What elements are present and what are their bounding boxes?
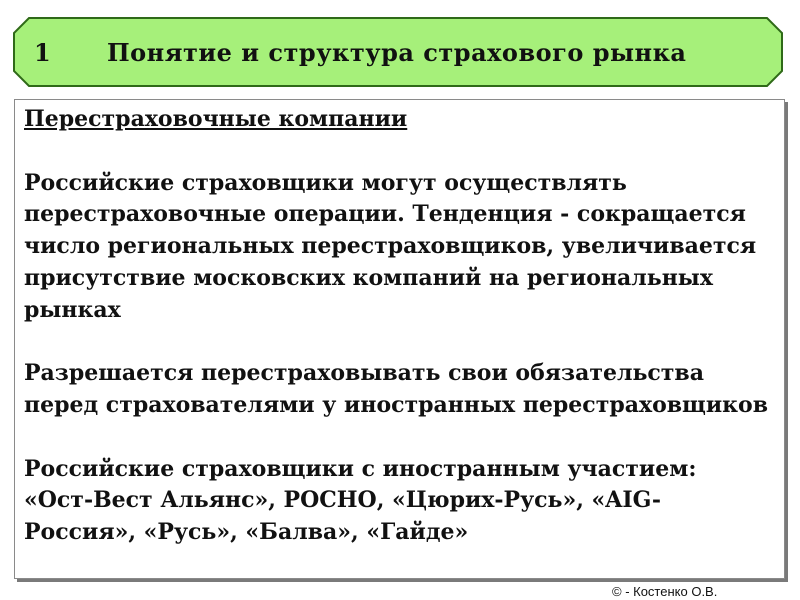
- spacer: [24, 422, 769, 454]
- paragraph-foreign-reinsurers: Разрешается перестраховывать свои обязательства перед страхователями у иностранных перестраховщиков: [24, 360, 769, 418]
- spacer: [24, 136, 769, 168]
- section-heading: Перестраховочные компании: [24, 106, 408, 132]
- slide-title: Понятие и структура страхового рынка: [107, 38, 687, 67]
- paragraph-foreign-participation: Российские страховщики с иностранным участием: «Ост-Вест Альянс», РОСНО, «Цюрих-Русь», «AIG-Россия», «Русь», «Балва», «Гайде»: [24, 455, 697, 546]
- copyright-footer: © - Костенко О.В.: [612, 584, 718, 599]
- slide-number: 1: [34, 38, 52, 67]
- content-body: [24, 104, 769, 549]
- spacer: [24, 326, 769, 358]
- paragraph-reinsurance-operations: Российские страховщики могут осуществлять перестраховочные операции. Тенденция - сокращается число региональных перестраховщиков, увеличивается присутствие московских компаний на региональных рынках: [24, 169, 757, 323]
